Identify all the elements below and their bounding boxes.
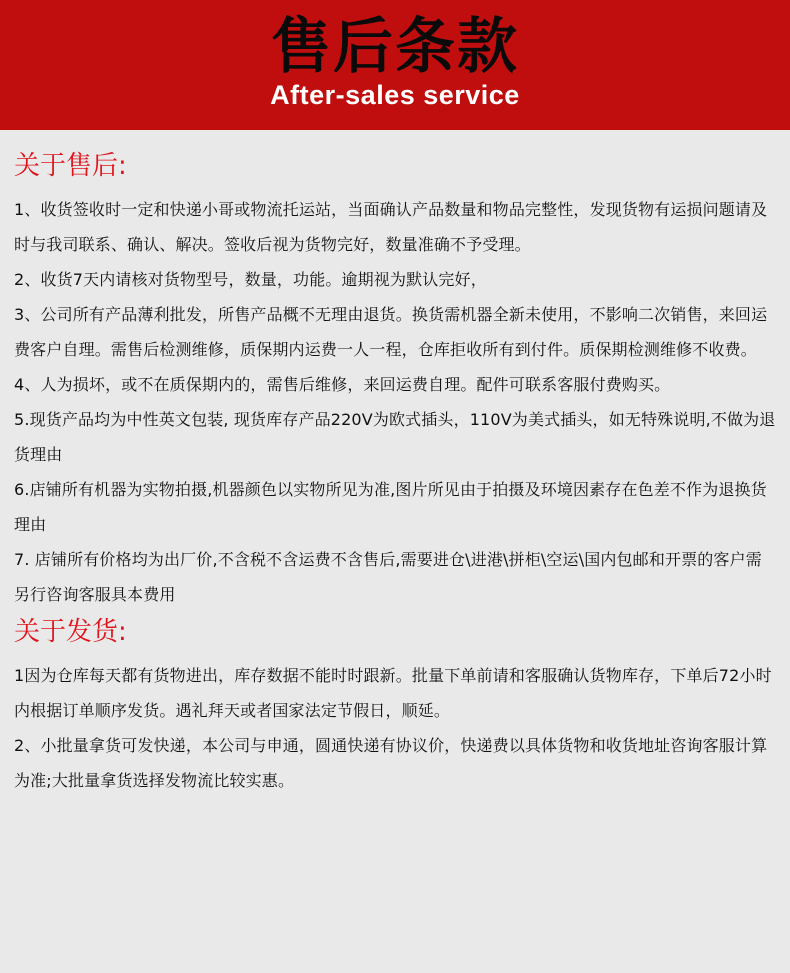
after-sales-item-7: 7. 店铺所有价格均为出厂价,不含税不含运费不含售后,需要进仓\进港\拼柜\空运\国内包邮和开票的客户需另行咨询客服具本费用 <box>14 550 762 604</box>
after-sales-item-5: 5.现货产品均为中性英文包装, 现货库存产品220V为欧式插头，110V为美式插头，如无特殊说明,不做为退货理由 <box>14 410 776 464</box>
after-sales-item-3: 3、公司所有产品薄利批发，所售产品概不无理由退货。换货需机器全新未使用，不影响二次销售，来回运费客户自理。需售后检测维修，质保期内运费一人一程，仓库拒收所有到付件。质保期检测维修不收费。 <box>14 305 768 359</box>
after-sales-item-6: 6.店铺所有机器为实物拍摄,机器颜色以实物所见为准,图片所见由于拍摄及环境因素存在色差不作为退换货理由 <box>14 480 767 534</box>
header-banner <box>0 0 790 130</box>
section-heading-after-sales: 关于售后: <box>14 151 127 181</box>
section-heading-shipping: 关于发货: <box>14 617 127 647</box>
page-subtitle: After-sales service <box>270 80 520 110</box>
after-sales-item-1: 1、收货签收时一定和快递小哥或物流托运站，当面确认产品数量和物品完整性，发现货物有运损问题请及时与我司联系、确认、解决。签收后视为货物完好，数量准确不予受理。 <box>14 200 768 254</box>
terms-content <box>0 130 790 798</box>
shipping-item-2: 2、小批量拿货可发快递，本公司与申通，圆通快递有协议价，快递费以具体货物和收货地址咨询客服计算为准;大批量拿货选择发物流比较实惠。 <box>14 736 768 790</box>
after-sales-list <box>14 192 778 612</box>
shipping-item-1: 1因为仓库每天都有货物进出，库存数据不能时时跟新。批量下单前请和客服确认货物库存，下单后72小时内根据订单顺序发货。遇礼拜天或者国家法定节假日，顺延。 <box>14 666 772 720</box>
shipping-list <box>14 658 778 798</box>
after-sales-item-4: 4、人为损坏，或不在质保期内的，需售后维修，来回运费自理。配件可联系客服付费购买。 <box>14 375 671 394</box>
after-sales-item-2: 2、收货7天内请核对货物型号，数量，功能。逾期视为默认完好， <box>14 270 487 289</box>
page-title: 售后条款 <box>271 12 519 82</box>
